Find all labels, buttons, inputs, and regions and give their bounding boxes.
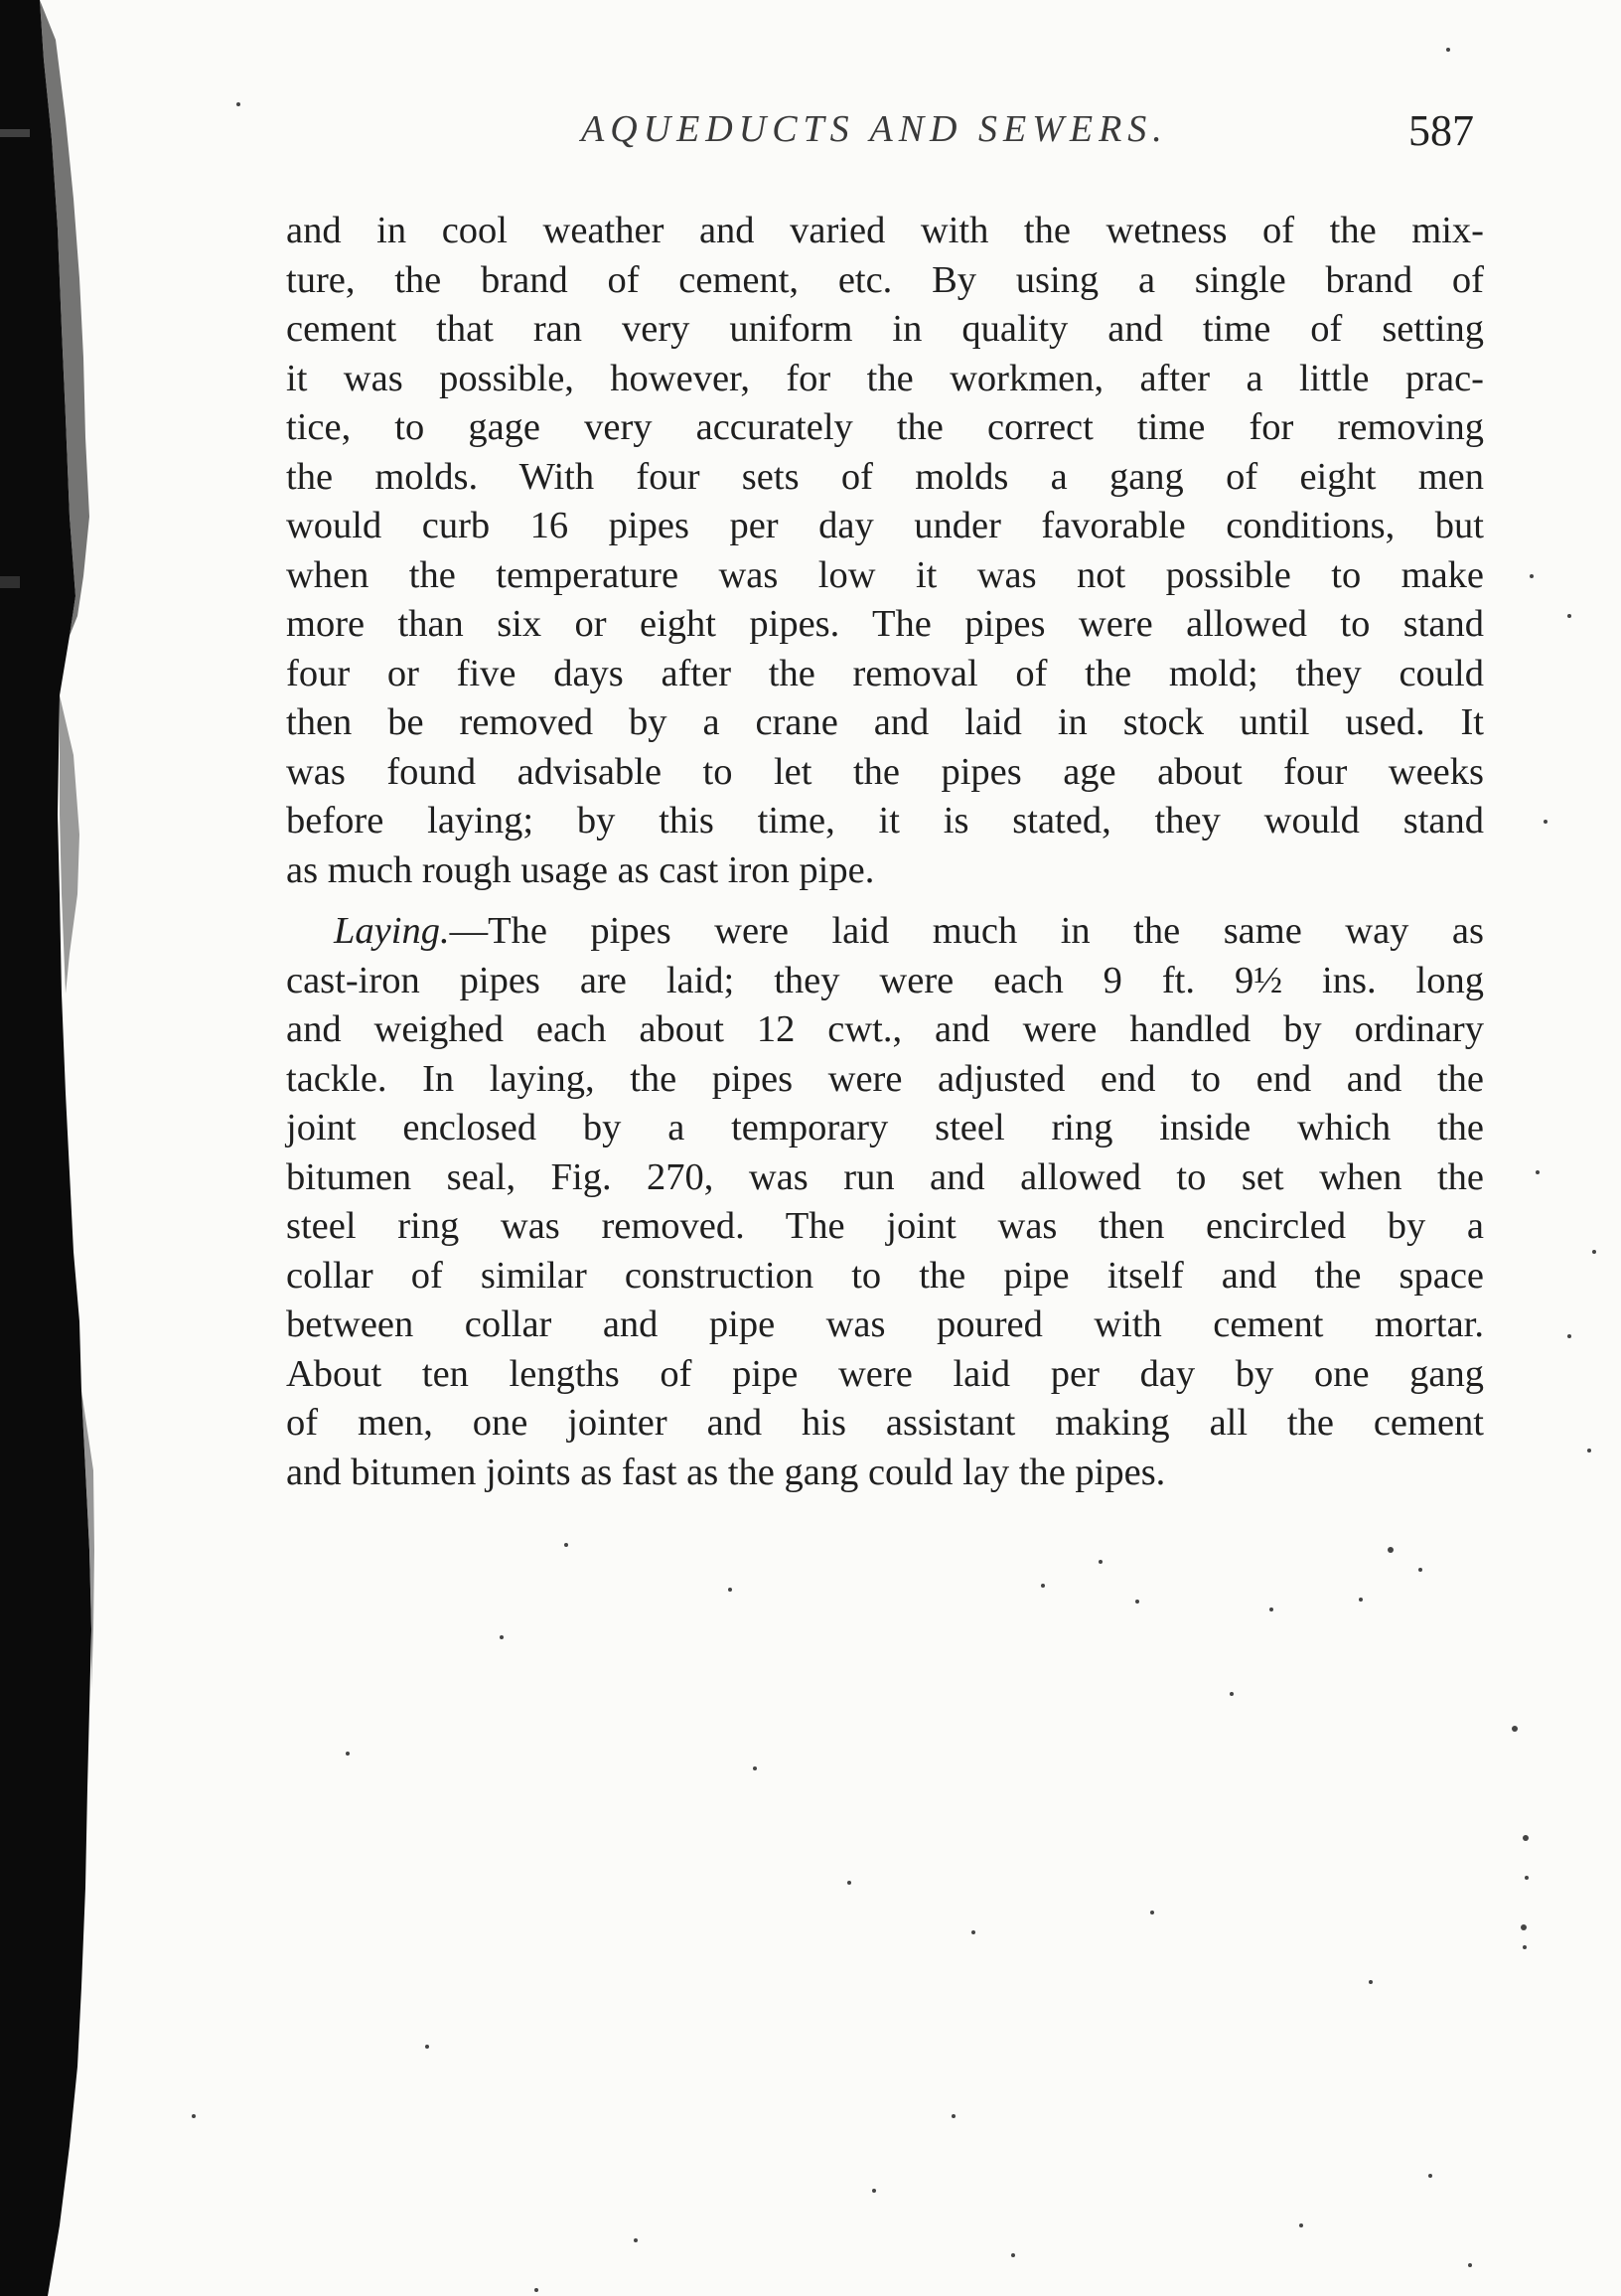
paragraph-2 xyxy=(286,907,1484,1497)
text-line-rest: —The pipes were laid much in the same way as xyxy=(449,910,1484,952)
text-line: tackle. In laying, the pipes were adjusted end to end and the xyxy=(286,1057,1484,1100)
page-number: 587 xyxy=(1408,106,1474,155)
section-heading-laying: Laying. xyxy=(334,910,450,952)
binding-edge-shadow xyxy=(0,0,94,2296)
text-line: and weighed each about 12 cwt., and were handled by ordinary xyxy=(286,1008,1484,1050)
body-text xyxy=(286,207,1484,1497)
text-line: as much rough usage as cast iron pipe. xyxy=(286,848,875,891)
text-line: when the temperature was low it was not possible to make xyxy=(286,553,1484,596)
text-line: then be removed by a crane and laid in stock until used. It xyxy=(286,701,1484,743)
text-line: more than six or eight pipes. The pipes were allowed to stand xyxy=(286,603,1484,645)
text-line: would curb 16 pipes per day under favorable conditions, but xyxy=(286,505,1484,546)
text-line: tice, to gage very accurately the correct time for removing xyxy=(286,406,1484,448)
text-line: joint enclosed by a temporary steel ring inside which the xyxy=(286,1107,1484,1148)
page-header xyxy=(0,107,1621,167)
text-line: it was possible, however, for the workmen, after a little prac- xyxy=(286,357,1484,399)
text-line: bitumen seal, Fig. 270, was run and allowed to set when the xyxy=(286,1155,1484,1198)
text-line: between collar and pipe was poured with cement mortar. xyxy=(286,1303,1484,1345)
text-line: was found advisable to let the pipes age about four weeks xyxy=(286,750,1484,793)
text-line xyxy=(286,907,1484,957)
text-line: before laying; by this time, it is stated, they would stand xyxy=(286,800,1484,842)
paragraph-1 xyxy=(286,207,1484,895)
text-line: steel ring was removed. The joint was then encircled by a xyxy=(286,1205,1484,1247)
text-line: cement that ran very uniform in quality and time of setting xyxy=(286,308,1484,350)
text-line: collar of similar construction to the pipe itself and the space xyxy=(286,1254,1484,1297)
text-line: and bitumen joints as fast as the gang could lay the pipes. xyxy=(286,1451,1166,1493)
text-line: cast-iron pipes are laid; they were each 9 ft. 9½ ins. long xyxy=(286,959,1484,1001)
text-line: the molds. With four sets of molds a gang of eight men xyxy=(286,455,1484,498)
text-line: four or five days after the removal of the mold; they could xyxy=(286,652,1484,694)
running-title: AQUEDUCTS AND SEWERS. xyxy=(581,108,1168,150)
text-line: About ten lengths of pipe were laid per day by one gang xyxy=(286,1352,1484,1395)
text-line: of men, one jointer and his assistant making all the cement xyxy=(286,1402,1484,1444)
text-line: ture, the brand of cement, etc. By using a single brand of xyxy=(286,258,1484,301)
text-line: and in cool weather and varied with the wetness of the mix- xyxy=(286,210,1484,251)
